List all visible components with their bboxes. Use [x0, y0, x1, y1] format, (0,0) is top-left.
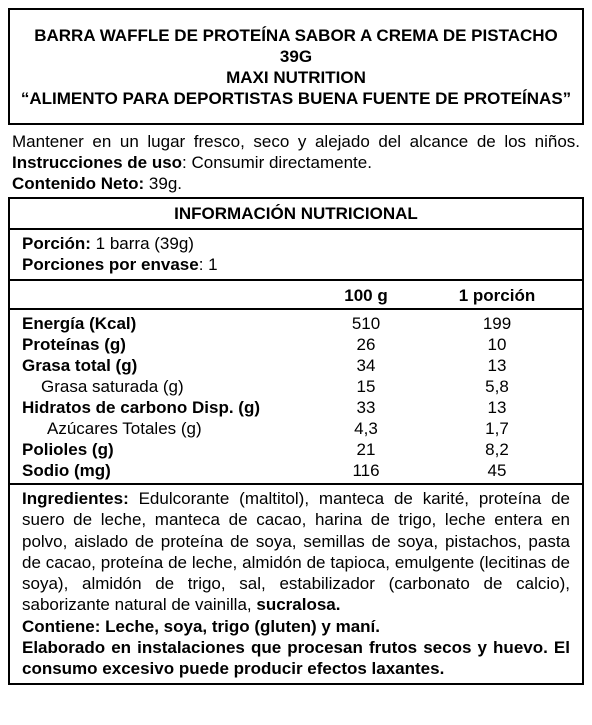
instructions-label: Instrucciones de uso [12, 153, 183, 172]
ingredients-section [10, 485, 582, 683]
nutrient-row [10, 313, 582, 334]
net-content-label: Contenido Neto: [12, 174, 145, 193]
nutrient-row [10, 376, 582, 397]
value-100g: 34 [356, 356, 376, 375]
value-100g: 21 [356, 440, 376, 459]
portion-value: 1 barra (39g) [90, 234, 194, 253]
product-name: BARRA WAFFLE DE PROTEÍNA SABOR A CREMA DE PISTACHO 39G [34, 25, 558, 66]
warning-statement: Elaborado en instalaciones que procesan frutos secos y huevo. El consumo excesivo puede producir efectos laxantes. [22, 638, 570, 679]
nutrition-label [8, 8, 584, 685]
nutrient-name: Polioles (g) [22, 440, 114, 459]
value-100g: 4,3 [354, 419, 378, 438]
nutrition-heading: INFORMACIÓN NUTRICIONAL [10, 199, 582, 230]
ingredients-list [22, 488, 570, 616]
portion-info [10, 230, 582, 281]
value-portion: 13 [487, 398, 507, 417]
value-portion: 199 [482, 314, 512, 333]
nutrient-name: Proteínas (g) [22, 335, 126, 354]
ingredients-label: Ingredientes: [22, 489, 129, 508]
value-portion: 13 [487, 356, 507, 375]
value-portion: 45 [487, 461, 507, 480]
value-portion: 1,7 [485, 419, 509, 438]
value-100g: 26 [356, 335, 376, 354]
value-portion: 10 [487, 335, 507, 354]
allergen-statement: Contiene: Leche, soya, trigo (gluten) y maní. [22, 616, 380, 636]
nutrient-name: Grasa total (g) [22, 356, 138, 375]
instructions-value: : Consumir directamente. [182, 153, 372, 172]
value-100g: 116 [352, 461, 380, 480]
nutrient-name: Grasa saturada (g) [41, 377, 184, 396]
servings-label: Porciones por envase [22, 255, 199, 274]
nutrient-row [10, 460, 582, 481]
column-header-100g: 100 g [344, 286, 388, 305]
value-100g: 15 [356, 377, 376, 396]
ingredients-sweetener: sucralosa. [256, 595, 341, 615]
nutrient-name: Energía (Kcal) [22, 314, 137, 333]
nutrient-row [10, 334, 582, 355]
nutrient-row [10, 418, 582, 439]
brand-name: MAXI NUTRITION [226, 67, 366, 87]
column-header-portion: 1 porción [458, 286, 536, 305]
column-headers [10, 281, 582, 310]
net-content-value: 39g. [144, 174, 183, 193]
value-100g: 33 [356, 398, 376, 417]
value-portion: 5,8 [485, 377, 509, 396]
nutrient-name: Hidratos de carbono Disp. (g) [22, 398, 261, 417]
servings-value: : 1 [198, 255, 218, 274]
nutrient-name: Sodio (mg) [22, 461, 111, 480]
nutrient-rows [10, 310, 582, 485]
value-portion: 8,2 [485, 440, 509, 459]
ingredients-text: Edulcorante (maltitol), manteca de karité, proteína de suero de leche, manteca de cacao, harina de trigo, leche entera en polvo, aislado de proteína de soya, semillas de soya, pistachos, pasta de cacao, proteína de leche, almidón de tapioca, emulgente (lecitinas de soya), almidón de trigo, sal, estabilizador (carbonato de calcio), saborizante natural de vainilla, [22, 489, 570, 615]
product-title-box [8, 8, 584, 125]
storage-text: Mantener en un lugar fresco, seco y alejado del alcance de los niños. [12, 132, 580, 151]
nutrient-row [10, 355, 582, 376]
nutrition-facts-table [8, 197, 584, 685]
product-claim: “ALIMENTO PARA DEPORTISTAS BUENA FUENTE DE PROTEÍNAS” [20, 88, 572, 108]
nutrient-row [10, 397, 582, 418]
nutrient-row [10, 439, 582, 460]
portion-label: Porción: [22, 234, 91, 253]
value-100g: 510 [351, 314, 381, 333]
storage-instructions [8, 125, 584, 197]
nutrient-name: Azúcares Totales (g) [47, 419, 202, 438]
